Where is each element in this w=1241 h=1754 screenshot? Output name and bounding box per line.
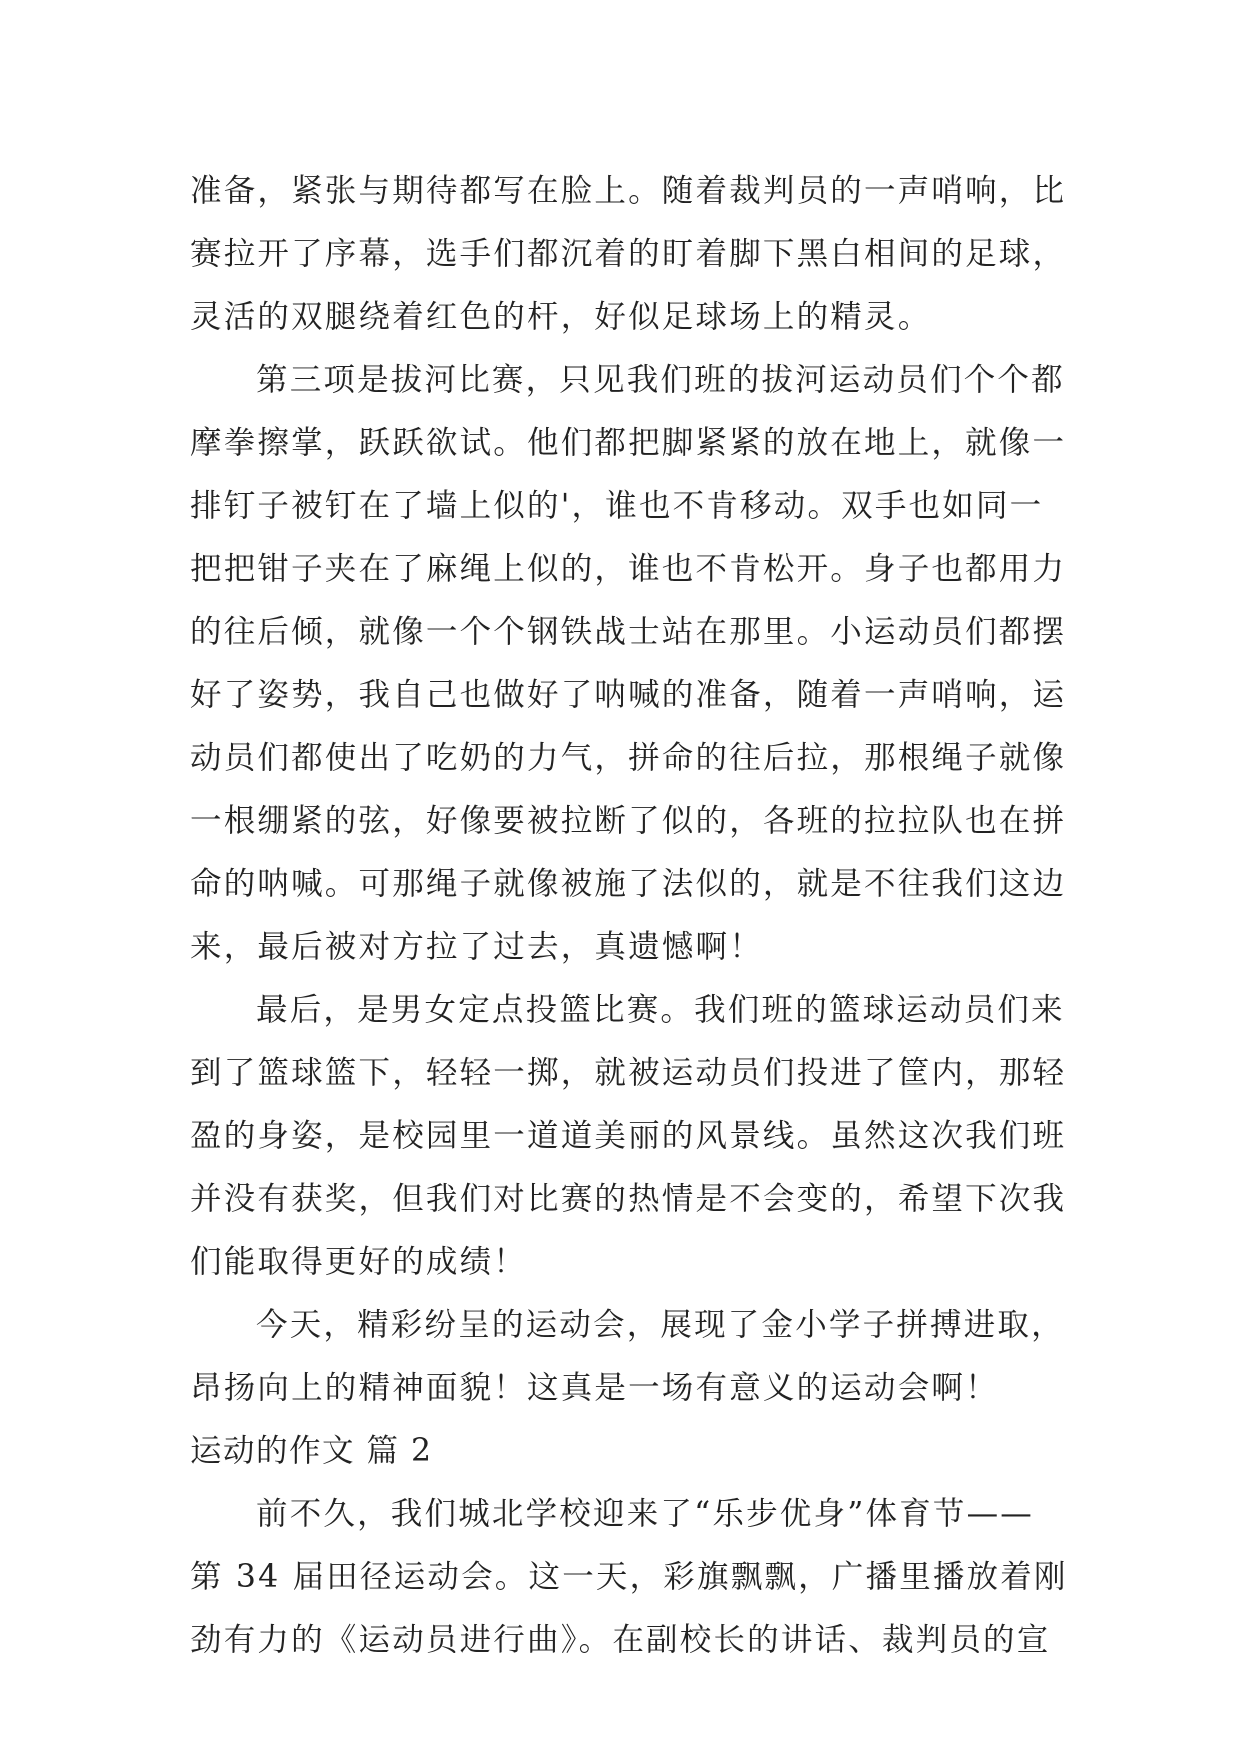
text-line: 一根绷紧的弦，好像要被拉断了似的，各班的拉拉队也在拼 — [190, 803, 1067, 839]
text-line: 来，最后被对方拉了过去，真遗憾啊！ — [190, 929, 763, 965]
text-line: 昂扬向上的精神面貌！这真是一场有意义的运动会啊！ — [190, 1370, 999, 1406]
paragraph-first-line: 今天，精彩纷呈的运动会，展现了金小学子拼搏进取， — [256, 1307, 1065, 1343]
text-line: 把把钳子夹在了麻绳上似的，谁也不肯松开。身子也都用力 — [190, 551, 1067, 587]
text-line: 排钉子被钉在了墙上似的'，谁也不肯移动。双手也如同一 — [190, 488, 1044, 524]
text-line: 们能取得更好的成绩！ — [190, 1244, 528, 1280]
text-line: 并没有获奖，但我们对比赛的热情是不会变的，希望下次我 — [190, 1181, 1067, 1217]
text-line: 盈的身姿，是校园里一道道美丽的风景线。虽然这次我们班 — [190, 1118, 1067, 1154]
text-line: 第 34 届田径运动会。这一天，彩旗飘飘，广播里播放着刚 — [190, 1559, 1068, 1595]
text-line: 劲有力的《运动员进行曲》。在副校长的讲话、裁判员的宣 — [190, 1622, 1051, 1658]
paragraph-first-line: 前不久，我们城北学校迎来了“乐步优身”体育节—— — [256, 1496, 1035, 1532]
text-line: 灵活的双腿绕着红色的杆，好似足球场上的精灵。 — [190, 299, 932, 335]
text-line: 准备，紧张与期待都写在脸上。随着裁判员的一声哨响，比 — [190, 173, 1067, 209]
text-line: 动员们都使出了吃奶的力气，拼命的往后拉，那根绳子就像 — [190, 740, 1067, 776]
text-line: 到了篮球篮下，轻轻一掷，就被运动员们投进了筐内，那轻 — [190, 1055, 1067, 1091]
paragraph-first-line: 第三项是拔河比赛，只见我们班的拔河运动员们个个都 — [256, 362, 1065, 398]
text-line: 的往后倾，就像一个个钢铁战士站在那里。小运动员们都摆 — [190, 614, 1067, 650]
text-line: 摩拳擦掌，跃跃欲试。他们都把脚紧紧的放在地上，就像一 — [190, 425, 1067, 461]
section-heading: 运动的作文 篇 2 — [190, 1433, 433, 1469]
paragraph-first-line: 最后，是男女定点投篮比赛。我们班的篮球运动员们来 — [256, 992, 1065, 1028]
text-line: 命的呐喊。可那绳子就像被施了法似的，就是不往我们这边 — [190, 866, 1067, 902]
text-line: 赛拉开了序幕，选手们都沉着的盯着脚下黑白相间的足球， — [190, 236, 1067, 272]
text-line: 好了姿势，我自己也做好了呐喊的准备，随着一声哨响，运 — [190, 677, 1067, 713]
document-body — [190, 160, 1068, 1672]
